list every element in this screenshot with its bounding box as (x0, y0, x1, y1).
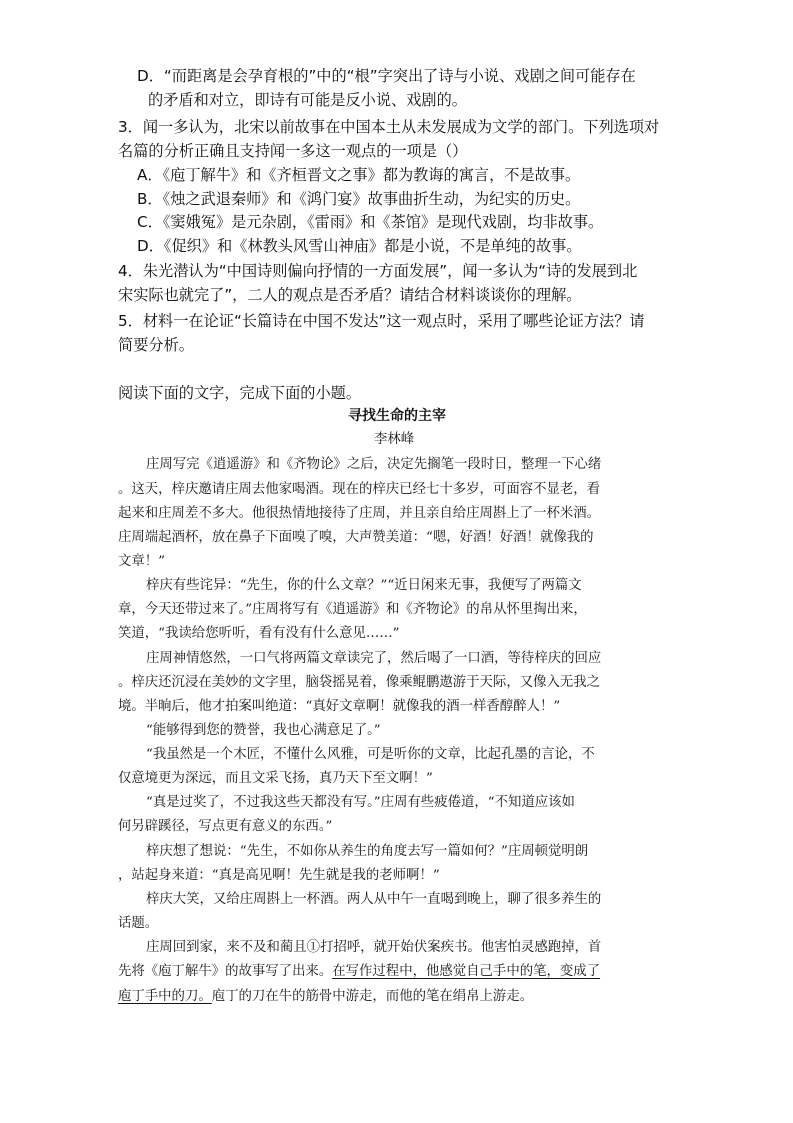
story-line-text: 庖丁的刀在牛的筋骨中游走，而他的笔在绢帛上游走。 (211, 989, 534, 1004)
q4-line1: 4．朱光潜认为“中国诗则偏向抒情的一方面发展”，闻一多认为“诗的发展到北 (118, 262, 638, 280)
story-line: 梓庆大笑，又给庄周斟上一杯酒。两人从中午一直喝到晚上，聊了很多养生的 (146, 892, 602, 907)
story-line: 。梓庆还沉浸在美妙的文字里，脑袋摇晃着，像乘鲲鹏遨游于天际，又像入无我之 (118, 675, 601, 690)
story-title: 寻找生命的主宰 (348, 408, 446, 424)
story-line: 庄周写完《逍遥游》和《齐物论》之后，决定先搁笔一段时日，整理一下心绪 (146, 457, 602, 472)
story-line-with-underline (118, 985, 533, 1009)
q3-stem-line1: 3．闻一多认为，北宋以前故事在中国本土从未发展成为文学的部门。下列选项对 (118, 118, 660, 136)
story-line: “能够得到您的赞誉，我也心满意足了。” (146, 723, 381, 738)
underlined-sentence-part1: 在写作过程中，他感觉自己手中的笔，变成了 (332, 964, 601, 979)
q2-option-d-line2: 的矛盾和对立，即诗有可能是反小说、戏剧的。 (148, 91, 467, 109)
q3-option-b: B．《烛之武退秦师》和《鸿门宴》故事曲折生动，为纪实的历史。 (137, 190, 581, 208)
story-line: 起来和庄周差不多大。他很热情地接待了庄周，并且亲自给庄周斟上了一杯米酒。 (118, 506, 601, 521)
story-line-text: 先将《庖丁解牛》的故事写了出来。 (118, 964, 333, 979)
q2-option-d-line1: D．“而距离是会孕育根的”中的“根”字突出了诗与小说、戏剧之间可能存在 (137, 67, 636, 85)
q4-line2: 宋实际也就完了”，二人的观点是否矛盾？请结合材料谈谈你的理解。 (118, 286, 582, 304)
q5-line1: 5．材料一在论证“长篇诗在中国不发达”这一观点时，采用了哪些论证方法？请 (118, 312, 645, 330)
story-line: 笑道，“我读给您听听，看有没有什么意见……” (118, 626, 400, 641)
story-line: 梓庆有些诧异：“先生，你的什么文章？”“近日闲来无事，我便写了两篇文 (146, 578, 582, 593)
story-line: 章，今天还带过来了。”庄周将写有《逍遥游》和《齐物论》的帛从怀里掏出来， (118, 602, 587, 617)
q3-option-c: C．《窦娥冤》是元杂剧，《雷雨》和《茶馆》是现代戏剧，均非故事。 (137, 213, 604, 231)
story-line-with-underline (118, 960, 600, 984)
reading-instruction: 阅读下面的文字，完成下面的小题。 (118, 384, 361, 402)
story-line: ，站起身来道：“真是高见啊！先生就是我的老师啊！” (118, 868, 440, 883)
story-author: 李林峰 (374, 432, 415, 447)
q3-stem-line2: 名篇的分析正确且支持闻一多这一观点的一项是（） (118, 142, 468, 160)
story-line: “真是过奖了，不过我这些天都没有写。”庄周有些疲倦道，“不知道应该如 (146, 795, 575, 810)
story-line: “我虽然是一个木匠，不懂什么风雅，可是听你的文章，比起孔墨的言论，不 (146, 747, 595, 762)
story-line: 仅意境更为深远，而且文采飞扬，真乃天下至文啊！” (118, 771, 433, 786)
story-line: 境。半晌后，他才拍案叫绝道：“真好文章啊！就像我的酒一样香醇醉人！” (118, 699, 561, 714)
q3-option-a: A．《庖丁解牛》和《齐桓晋文之事》都为教诲的寓言，不是故事。 (137, 166, 581, 184)
story-line: 文章！” (118, 554, 166, 569)
q3-option-d: D．《促织》和《林教头风雪山神庙》都是小说，不是单纯的故事。 (137, 237, 582, 255)
story-line: 庄周神情悠然，一口气将两篇文章读完了，然后喝了一口酒，等待梓庆的回应 (146, 651, 602, 666)
story-line: 庄周回到家，来不及和蔺且①打招呼，就开始伏案疾书。他害怕灵感跑掉，首 (146, 940, 602, 955)
story-line: 话题。 (118, 916, 159, 931)
story-line: 何另辟蹊径，写点更有意义的东西。” (118, 819, 333, 834)
story-line: 。这天，梓庆邀请庄周去他家喝酒。现在的梓庆已经七十多岁，可面容不显老，看 (118, 482, 601, 497)
story-line: 梓庆想了想说：“先生，不如你从养生的角度去写一篇如何？”庄周顿觉明朗 (146, 844, 589, 859)
story-line: 庄周端起酒杯，放在鼻子下面嗅了嗅，大声赞美道：“嗯，好酒！好酒！就像我的 (118, 530, 594, 545)
underlined-sentence-part2: 庖丁手中的刀。 (118, 989, 212, 1004)
q5-line2: 简要分析。 (118, 336, 194, 354)
